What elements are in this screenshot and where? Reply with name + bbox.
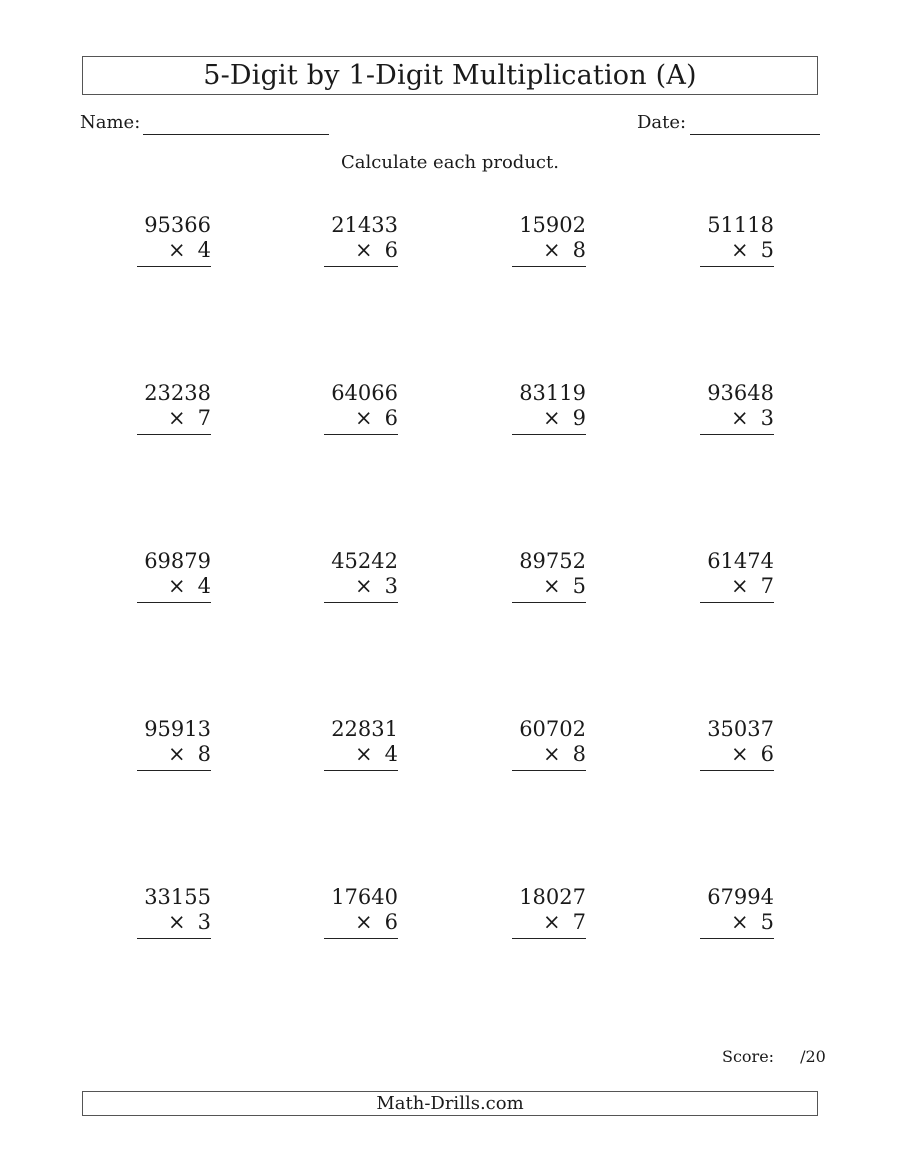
times-sign: ×: [355, 742, 373, 766]
problem-12: [700, 549, 774, 603]
problem-13: [137, 717, 211, 771]
multiplier: 3: [760, 406, 774, 430]
multiplier-row: [700, 238, 774, 267]
times-sign: ×: [731, 406, 749, 430]
multiplier: 8: [572, 742, 586, 766]
multiplier: 6: [384, 238, 398, 262]
multiplier-row: [137, 574, 211, 603]
multiplier-row: [324, 406, 398, 435]
problem-5: [137, 381, 211, 435]
multiplicand: 95913: [144, 717, 211, 741]
times-sign: ×: [731, 238, 749, 262]
problem-9: [137, 549, 211, 603]
multiplicand: 17640: [331, 885, 398, 909]
multiplier-row: [512, 238, 586, 267]
multiplier: 5: [760, 910, 774, 934]
instructions: Calculate each product.: [341, 152, 559, 173]
problem-7: [512, 381, 586, 435]
multiplicand: 67994: [707, 885, 774, 909]
multiplicand: 89752: [519, 549, 586, 573]
times-sign: ×: [168, 574, 186, 598]
multiplicand: 33155: [144, 885, 211, 909]
multiplier-row: [700, 574, 774, 603]
problem-6: [324, 381, 398, 435]
multiplier-row: [700, 742, 774, 771]
date-line: [690, 134, 820, 135]
problem-3: [512, 213, 586, 267]
times-sign: ×: [543, 574, 561, 598]
multiplicand: 15902: [519, 213, 586, 237]
date-label: Date:: [637, 112, 687, 133]
times-sign: ×: [355, 910, 373, 934]
multiplicand: 45242: [331, 549, 398, 573]
multiplier: 7: [197, 406, 211, 430]
times-sign: ×: [731, 574, 749, 598]
footer: Math-Drills.com: [82, 1091, 818, 1116]
times-sign: ×: [168, 742, 186, 766]
multiplier-row: [137, 406, 211, 435]
problem-18: [324, 885, 398, 939]
multiplier: 3: [384, 574, 398, 598]
times-sign: ×: [731, 742, 749, 766]
multiplier-row: [512, 910, 586, 939]
multiplicand: 51118: [707, 213, 774, 237]
multiplicand: 93648: [707, 381, 774, 405]
multiplier: 7: [760, 574, 774, 598]
multiplicand: 18027: [519, 885, 586, 909]
multiplier-row: [512, 742, 586, 771]
multiplier: 3: [197, 910, 211, 934]
multiplier: 4: [197, 574, 211, 598]
problem-14: [324, 717, 398, 771]
multiplier-row: [324, 742, 398, 771]
multiplier: 5: [760, 238, 774, 262]
multiplier: 6: [384, 910, 398, 934]
multiplicand: 23238: [144, 381, 211, 405]
problem-15: [512, 717, 586, 771]
multiplicand: 21433: [331, 213, 398, 237]
multiplier-row: [137, 238, 211, 267]
times-sign: ×: [168, 238, 186, 262]
multiplier: 5: [572, 574, 586, 598]
problem-16: [700, 717, 774, 771]
multiplicand: 60702: [519, 717, 586, 741]
times-sign: ×: [543, 238, 561, 262]
multiplier-row: [512, 406, 586, 435]
problem-8: [700, 381, 774, 435]
multiplier: 6: [760, 742, 774, 766]
multiplier-row: [324, 574, 398, 603]
times-sign: ×: [168, 910, 186, 934]
times-sign: ×: [543, 910, 561, 934]
multiplier-row: [324, 238, 398, 267]
multiplier-row: [137, 742, 211, 771]
problem-20: [700, 885, 774, 939]
times-sign: ×: [355, 238, 373, 262]
multiplier-row: [324, 910, 398, 939]
multiplier: 8: [197, 742, 211, 766]
problem-1: [137, 213, 211, 267]
multiplier: 7: [572, 910, 586, 934]
score: [722, 1047, 826, 1066]
problem-10: [324, 549, 398, 603]
times-sign: ×: [355, 406, 373, 430]
multiplicand: 69879: [144, 549, 211, 573]
name-label: Name:: [80, 112, 141, 133]
multiplier: 8: [572, 238, 586, 262]
multiplier-row: [512, 574, 586, 603]
multiplicand: 61474: [707, 549, 774, 573]
multiplicand: 95366: [144, 213, 211, 237]
multiplicand: 83119: [519, 381, 586, 405]
multiplicand: 22831: [331, 717, 398, 741]
problem-11: [512, 549, 586, 603]
score-total: /20: [800, 1047, 826, 1066]
multiplier: 4: [197, 238, 211, 262]
multiplicand: 35037: [707, 717, 774, 741]
problem-19: [512, 885, 586, 939]
times-sign: ×: [355, 574, 373, 598]
problem-17: [137, 885, 211, 939]
multiplier: 9: [572, 406, 586, 430]
score-label: Score:: [722, 1047, 775, 1066]
problem-2: [324, 213, 398, 267]
multiplicand: 64066: [331, 381, 398, 405]
times-sign: ×: [543, 406, 561, 430]
times-sign: ×: [731, 910, 749, 934]
multiplier-row: [700, 406, 774, 435]
problem-4: [700, 213, 774, 267]
multiplier-row: [700, 910, 774, 939]
times-sign: ×: [168, 406, 186, 430]
multiplier: 6: [384, 406, 398, 430]
multiplier-row: [137, 910, 211, 939]
name-line: [143, 134, 329, 135]
worksheet-title: 5-Digit by 1-Digit Multiplication (A): [82, 56, 818, 95]
times-sign: ×: [543, 742, 561, 766]
multiplier: 4: [384, 742, 398, 766]
